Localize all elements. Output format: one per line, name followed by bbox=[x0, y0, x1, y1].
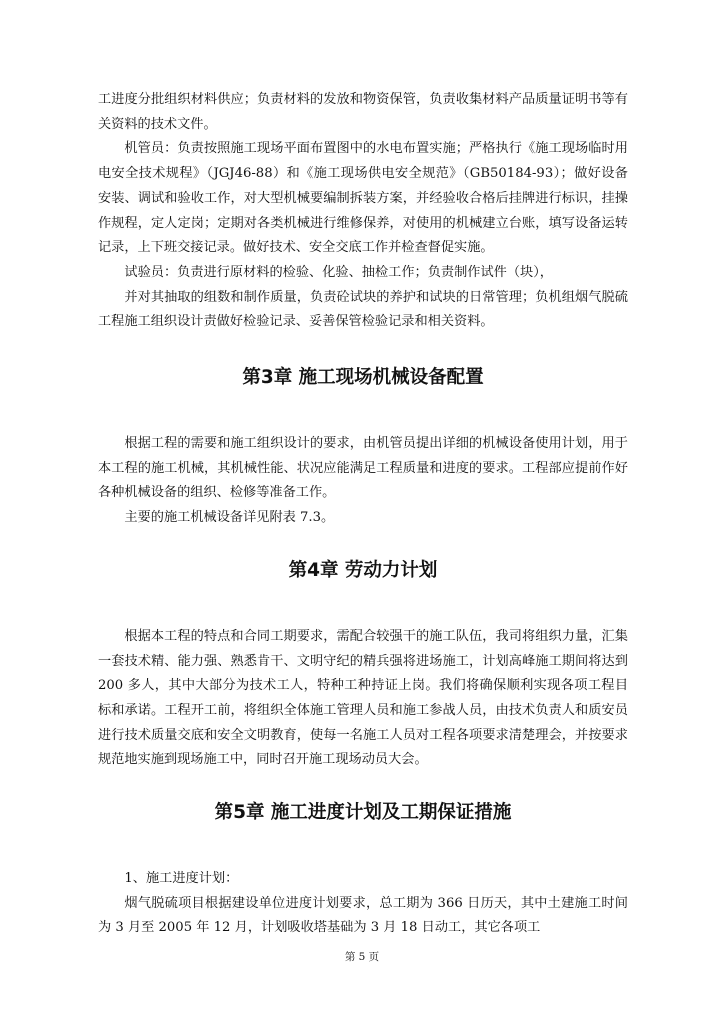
paragraph-tester: 试验员：负责进行原材料的检验、化验、抽检工作；负责制作试件（块）， bbox=[124, 264, 553, 280]
page-number: 第 5 页 bbox=[344, 951, 380, 963]
chapter-5-heading: 第5章 施工进度计划及工期保证措施 bbox=[214, 802, 512, 824]
chapter-5-paragraph-1: 烟气脱硫项目根据建设单位进度计划要求，总工期为 366 日历天，其中土建施工时间为 3 月至 2005 年 12 月，计划吸收塔基础为 3 月 18 日动工，其它各项工 bbox=[98, 895, 628, 936]
paragraph-machine-manager: 机管员：负责按照施工现场平面布置图中的水电布置实施；严格执行《施工现场临时用电安全技术规程》（JGJ46-88）和《施工现场供电安全规范》（GB50184-93）；做好设备安装、调试和验收工作，对大型机械要编制拆装方案，并经验收合格后挂牌进行标识，挂操作规程，定人定岗；定期对各类机械进行维修保养，对使用的机械建立台账，填写设备运转记录，上下班交接记录。做好技术、安全交底工作并检查督促实施。 bbox=[98, 141, 628, 256]
paragraph-materials-continued: 工进度分批组织材料供应；负责材料的发放和物资保管，负责收集材料产品质量证明书等有关资料的技术文件。 bbox=[98, 92, 628, 132]
page-content bbox=[98, 88, 628, 941]
chapter-4-paragraph-1: 根据本工程的特点和合同工期要求，需配合较强干的施工队伍，我司将组织力量，汇集一套技术精、能力强、熟悉肯干、文明守纪的精兵强将进场施工，计划高峰施工期间将达到 200 多人，其中大部分为技术工人，特种工种持证上岗。我们将确保顺利实现各项工程目标和承诺。工程开工前，将组织全体施工管理人员和施工参战人员，由技术负责人和质安员进行技术质量交底和安全文明教育，使每一名施工人员对工程各项要求清楚理会，并按要求规范地实施到现场施工中，同时召开施工现场动员大会。 bbox=[98, 628, 628, 768]
chapter-3-paragraph-1: 根据工程的需要和施工组织设计的要求，由机管员提出详细的机械设备使用计划，用于本工程的施工机械，其机械性能、状况应能满足工程质量和进度的要求。工程部应提前作好各种机械设备的组织、检修等准备工作。 bbox=[98, 436, 628, 501]
chapter-5-item-1: 1、施工进度计划： bbox=[124, 871, 239, 887]
chapter-4-heading: 第4章 劳动力计划 bbox=[288, 559, 438, 581]
chapter-3-paragraph-2: 主要的施工机械设备详见附表 7.3。 bbox=[124, 510, 335, 526]
chapter-3-heading: 第3章 施工现场机械设备配置 bbox=[242, 367, 484, 389]
paragraph-tester-continued: 并对其抽取的组数和制作质量，负责砼试块的养护和试块的日常管理；负机组烟气脱硫工程施工组织设计责做好检验记录、妥善保管检验记录和相关资料。 bbox=[98, 289, 628, 330]
